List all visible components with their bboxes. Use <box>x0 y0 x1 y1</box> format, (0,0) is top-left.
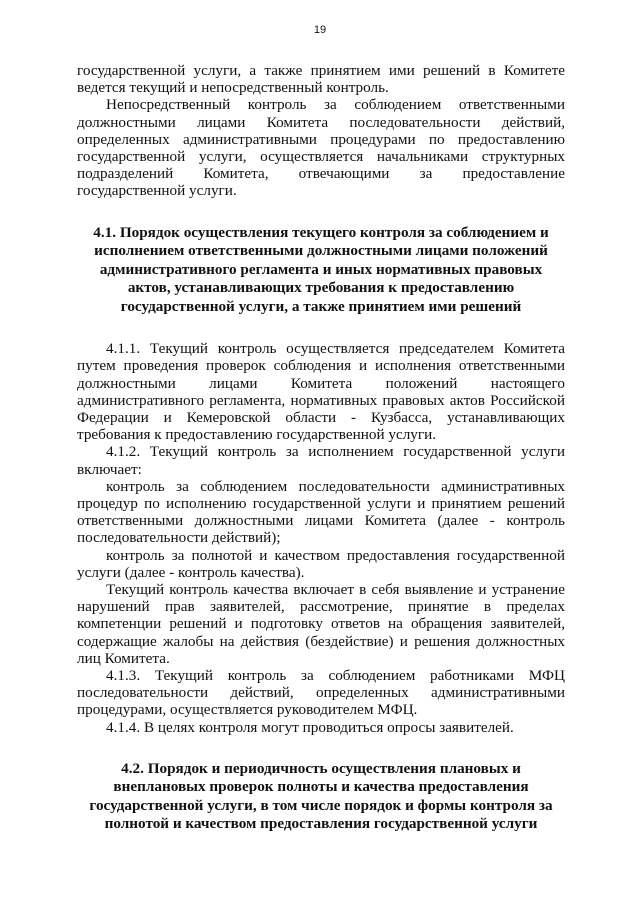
intro-paragraph-1: государственной услуги, а также принятием ими решений в Комитете ведется текущий и непосредственный контроль. <box>77 62 565 97</box>
paragraph-control-sequence: контроль за соблюдением последовательности административных процедур по исполнению государственной услуги и принятием решений ответственными должностными лицами Комитета (далее - контроль последовательности действий); <box>77 477 565 547</box>
paragraph-4-1-3: 4.1.3. Текущий контроль за соблюдением работниками МФЦ последовательности действий, определенных административными процедурами, осуществляется руководителем МФЦ. <box>77 666 565 719</box>
paragraph-4-1-4: 4.1.4. В целях контроля могут проводиться опросы заявителей. <box>106 718 514 736</box>
paragraph-4-1-2: 4.1.2. Текущий контроль за исполнением государственной услуги включает: <box>77 443 565 478</box>
section-4-1-heading: 4.1. Порядок осуществления текущего контроля за соблюдением и исполнением ответственными должностными лицами положений административного регламента и иных нормативных правовых актов, устанавливающих требования к предоставлению государственной услуги, а также принятием ими решений <box>93 223 549 315</box>
document-body <box>77 62 565 834</box>
paragraph-quality-details: Текущий контроль качества включает в себя выявление и устранение нарушений прав заявителей, рассмотрение, принятие в пределах компетенции решений и подготовку ответов на обращения заявителей, содержащие жалобы на действия (бездействие) и решения должностных лиц Комитета. <box>77 580 565 667</box>
intro-paragraph-2: Непосредственный контроль за соблюдением ответственными должностными лицами Комитета последовательности действий, определенных административными процедурами по предоставлению государственной услуги, осуществляется начальниками структурных подразделений Комитета, отвечающими за предоставление государственной услуги. <box>77 96 565 200</box>
paragraph-control-quality: контроль за полнотой и качеством предоставления государственной услуги (далее - контроль качества). <box>77 546 565 581</box>
page-number: 19 <box>313 24 327 36</box>
paragraph-4-1-1: 4.1.1. Текущий контроль осуществляется председателем Комитета путем проведения проверок соблюдения и исполнения ответственными должностными лицами Комитета положений настоящего административного регламента, нормативных правовых актов Российской Федерации и Кемеровской области - Кузбасса, устанавливающих требования к предоставлению государственной услуги. <box>77 340 565 444</box>
section-4-2-heading: 4.2. Порядок и периодичность осуществления плановых и внеплановых проверок полноты и качества предоставления государственной услуги, в том числе порядок и формы контроля за полнотой и качеством предоставления государственной услуги <box>89 759 553 833</box>
